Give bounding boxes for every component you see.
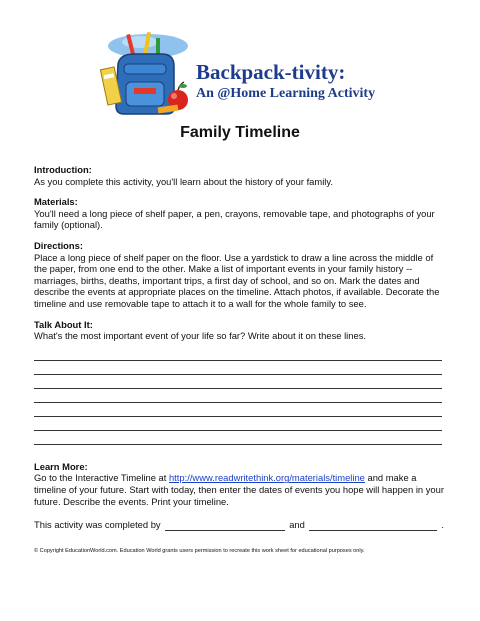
writing-line[interactable] bbox=[34, 361, 442, 375]
learn-more-text-after: and make a timeline of your future. Start with today, then enter the dates of events you hope will happen in your future. Describe the events. Print your timeline. bbox=[34, 472, 444, 507]
writing-line[interactable] bbox=[34, 417, 442, 431]
completion-joiner: and bbox=[289, 519, 305, 531]
writing-line[interactable] bbox=[34, 375, 442, 389]
completer-name-blank-1[interactable] bbox=[165, 521, 286, 531]
writing-line[interactable] bbox=[34, 347, 442, 361]
completion-line bbox=[34, 519, 444, 531]
introduction-heading: Introduction: bbox=[34, 164, 92, 175]
completer-name-blank-2[interactable] bbox=[309, 521, 438, 531]
directions-section bbox=[34, 240, 444, 310]
backpack-logo-icon bbox=[100, 30, 192, 118]
document-title: Family Timeline bbox=[180, 124, 300, 141]
completion-suffix: . bbox=[441, 519, 444, 531]
writing-line[interactable] bbox=[34, 431, 442, 445]
writing-line[interactable] bbox=[34, 389, 442, 403]
directions-text: Place a long piece of shelf paper on the floor. Use a yardstick to draw a line across the middle of the paper, from one end to the other. Make a list of important events in your family history -- marriages, births, deaths, important trips, a first day of school, and so on. Mark the dates and describe the events at appropriate places on the timeline. Attach photos, if available. Decorate the timeline and use removable tape to attach it to a wall for the whole family to see. bbox=[34, 251, 440, 309]
introduction-section bbox=[34, 164, 444, 187]
learn-more-heading: Learn More: bbox=[34, 460, 88, 472]
directions-heading: Directions: bbox=[34, 239, 83, 251]
worksheet-content bbox=[34, 164, 444, 531]
talk-about-it-text: What's the most important event of your life so far? Write about it on these lines. bbox=[34, 330, 366, 342]
learn-more-section bbox=[34, 461, 444, 507]
talk-about-it-section bbox=[34, 319, 444, 445]
introduction-text: As you complete this activity, you'll learn about the history of your family. bbox=[34, 175, 333, 187]
learn-more-text-before: Go to the Interactive Timeline at bbox=[34, 472, 169, 484]
brand-subtitle: An @Home Learning Activity bbox=[196, 86, 376, 101]
brand-title: Backpack-tivity: bbox=[196, 60, 346, 84]
materials-heading: Materials: bbox=[34, 196, 78, 208]
copyright-notice: © Copyright EducationWorld.com. Education World grants users permission to recreate this work sheet for educational purposes only. bbox=[34, 548, 365, 554]
writing-line[interactable] bbox=[34, 403, 442, 417]
talk-about-it-heading: Talk About It: bbox=[34, 318, 93, 330]
writing-lines bbox=[34, 347, 444, 445]
learn-more-text bbox=[34, 472, 444, 507]
materials-section bbox=[34, 196, 444, 231]
completion-prefix: This activity was completed by bbox=[34, 519, 161, 531]
materials-text: You'll need a long piece of shelf paper, a pen, crayons, removable tape, and photographs of your family (optional). bbox=[34, 207, 435, 231]
interactive-timeline-link[interactable]: http://www.readwritethink.org/materials/timeline bbox=[168, 472, 365, 484]
header bbox=[100, 30, 400, 118]
